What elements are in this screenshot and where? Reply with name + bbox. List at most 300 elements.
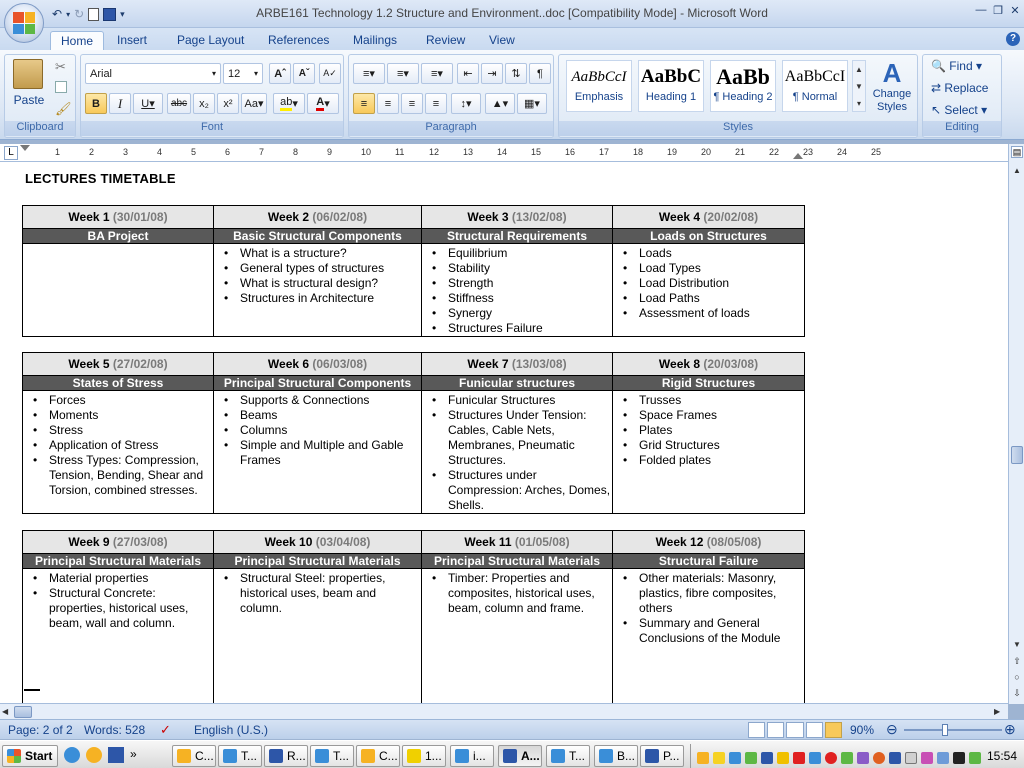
week-header	[214, 353, 422, 376]
taskbar-button-label: C...	[195, 749, 214, 763]
change-styles-label: Change Styles	[872, 88, 912, 113]
underline-button[interactable]: U▾	[133, 93, 163, 114]
list-item: • Load Distribution	[621, 276, 804, 291]
align-center-icon[interactable]: ≡	[377, 93, 399, 114]
highlight-color-button[interactable]: ab ▾	[273, 93, 305, 114]
week-content	[214, 391, 422, 514]
ruler-number: 1	[55, 147, 61, 157]
font-group	[80, 54, 344, 138]
week-date: (20/03/08)	[703, 357, 759, 371]
draft-icon[interactable]	[825, 722, 842, 738]
style-preview: AaBbC	[640, 66, 702, 87]
font-name-select[interactable]: Arial ▾	[85, 63, 221, 84]
office-button[interactable]	[4, 3, 44, 43]
list-item: • What is structural design?	[222, 276, 421, 291]
change-case-button[interactable]: Aa▾	[241, 93, 267, 114]
ruler-number: 22	[769, 147, 780, 157]
vertical-scrollbar[interactable]	[1008, 144, 1024, 704]
replace-button[interactable]	[931, 81, 988, 95]
week-topic: Principal Structural Components	[214, 376, 422, 391]
list-item: • Plates	[621, 423, 804, 438]
week-header	[23, 353, 214, 376]
taskbar-button-label: T...	[241, 749, 258, 763]
list-item: • Forces	[31, 393, 213, 408]
list-item: • Grid Structures	[621, 438, 804, 453]
connection-icon[interactable]	[969, 752, 981, 764]
ruler-number: 24	[837, 147, 848, 157]
select-icon: ↖	[931, 103, 942, 117]
highlighter-icon: ab	[280, 96, 292, 111]
undo-icon[interactable]: ↶	[52, 7, 63, 21]
proofing-icon[interactable]: ✓	[160, 722, 171, 737]
week-content	[214, 244, 422, 337]
taskbar-button-label: A...	[521, 749, 540, 763]
styles-scroll[interactable]: ▲ ▼ ▾	[852, 60, 866, 112]
list-item: • Stress Types: Compression, Tension, Bending, Shear and Torsion, combined stresses.	[31, 453, 213, 498]
list-item: • Loads	[621, 246, 804, 261]
tab-view[interactable]: View	[489, 33, 515, 47]
ruler-number: 2	[89, 147, 95, 157]
list-item: • Funicular Structures	[430, 393, 612, 408]
taskbar-button[interactable]	[546, 745, 590, 767]
select-button[interactable]: ↖ Select ▾	[931, 103, 988, 117]
week-topic: Principal Structural Materials	[214, 554, 422, 569]
week-topic: Basic Structural Components	[214, 229, 422, 244]
messenger-icon[interactable]	[713, 752, 725, 764]
list-item: • Supports & Connections	[222, 393, 421, 408]
web-layout-icon[interactable]	[786, 722, 803, 738]
ruler-number: 25	[871, 147, 882, 157]
taskbar-button[interactable]	[356, 745, 400, 767]
style-heading-2[interactable]	[710, 60, 776, 112]
browser-icon	[455, 749, 469, 763]
superscript-button[interactable]: x²	[217, 93, 239, 114]
change-styles-icon: A	[882, 58, 902, 88]
word-count[interactable]: Words: 528	[84, 723, 146, 737]
list-item: • Load Paths	[621, 291, 804, 306]
view-buttons	[748, 722, 842, 738]
clock[interactable]: 15:54	[987, 749, 1018, 763]
ruler-number: 6	[225, 147, 231, 157]
scroll-right-icon[interactable]: ▶	[994, 707, 1001, 716]
week-topic: States of Stress	[23, 376, 214, 391]
right-indent-marker[interactable]	[793, 153, 803, 159]
week-content	[422, 244, 613, 337]
find-label: Find	[949, 59, 973, 73]
close-icon[interactable]: ✕	[1010, 5, 1020, 17]
week-table	[22, 530, 805, 703]
previous-page-icon[interactable]: ⇧	[1013, 656, 1021, 666]
week-table	[22, 352, 805, 514]
ruler-number: 20	[701, 147, 712, 157]
styles-label: Styles	[559, 121, 917, 136]
week-number: Week 12	[655, 535, 704, 549]
decrease-indent-icon[interactable]: ⇤	[457, 63, 479, 84]
week-topic: Structural Requirements	[422, 229, 613, 244]
tab-mailings[interactable]: Mailings	[353, 33, 398, 47]
taskbar-button-label: T...	[333, 749, 350, 763]
taskbar-button[interactable]	[264, 745, 308, 767]
quick-launch	[64, 747, 137, 763]
taskbar-button[interactable]	[498, 745, 542, 767]
ruler-number: 3	[123, 147, 129, 157]
ruler-number: 23	[803, 147, 814, 157]
week-number: Week 11	[464, 535, 512, 549]
word-icon	[503, 749, 517, 763]
start-label: Start	[25, 749, 53, 763]
tab-page-layout[interactable]: Page Layout	[177, 33, 245, 47]
clipboard-label: Clipboard	[5, 121, 75, 136]
ruler-number: 21	[735, 147, 746, 157]
shield-icon[interactable]	[777, 752, 789, 764]
week-date: (08/05/08)	[706, 535, 762, 549]
list-item: • Folded plates	[621, 453, 804, 468]
list-item: • Structures in Architecture	[222, 291, 421, 306]
ribbon-tabs	[0, 28, 1024, 50]
bullet-list	[422, 244, 612, 336]
start-button[interactable]	[2, 745, 58, 767]
app-tray-icon[interactable]	[953, 752, 965, 764]
bullet-list	[23, 391, 213, 498]
taskbar-button-label: 1...	[425, 749, 442, 763]
taskbar-button[interactable]	[450, 745, 494, 767]
list-item: • Timber: Properties and composites, historical uses, beam, column and frame.	[430, 571, 612, 616]
list-item: • Structural Steel: properties, historical uses, beam and column.	[222, 571, 421, 616]
list-item: • Stiffness	[430, 291, 612, 306]
week-date: (27/03/08)	[112, 535, 168, 549]
firewall-icon[interactable]	[873, 752, 885, 764]
week-date: (01/05/08)	[514, 535, 570, 549]
week-content	[422, 569, 613, 704]
list-item: • Other materials: Masonry, plastics, fibre composites, others	[621, 571, 804, 616]
list-item: • Structures under Compression: Arches, Domes, Shells.	[430, 468, 612, 513]
minimize-icon[interactable]: —	[975, 4, 987, 16]
bluetooth-icon[interactable]	[761, 752, 773, 764]
chrome-icon[interactable]	[86, 747, 102, 763]
taskbar-button-label: P...	[663, 749, 680, 763]
java-icon[interactable]	[729, 752, 741, 764]
ruler-number: 16	[565, 147, 576, 157]
taskbar-button-label: R...	[287, 749, 306, 763]
outline-icon[interactable]	[806, 722, 823, 738]
alert-icon[interactable]	[825, 752, 837, 764]
show-hide-icon[interactable]: ¶	[529, 63, 551, 84]
ruler-number: 13	[463, 147, 474, 157]
tab-insert[interactable]: Insert	[117, 33, 148, 47]
ruler-number: 15	[531, 147, 542, 157]
list-item: • General types of structures	[222, 261, 421, 276]
week-date: (20/02/08)	[703, 210, 759, 224]
more-launch-icon[interactable]: »	[130, 747, 137, 761]
style-name: Emphasis	[574, 91, 624, 103]
scroll-left-icon[interactable]: ◀	[2, 707, 9, 716]
shading-button[interactable]: ▲▾	[485, 93, 515, 114]
find-button[interactable]: 🔍 Find ▾	[931, 59, 982, 73]
list-item: • Assessment of loads	[621, 306, 804, 321]
increase-indent-icon[interactable]: ⇥	[481, 63, 503, 84]
help-icon[interactable]: ?	[1006, 32, 1020, 46]
week-content	[613, 244, 805, 337]
replace-icon: ⇄	[931, 81, 942, 95]
list-item: • Strength	[430, 276, 612, 291]
list-item: • Trusses	[621, 393, 804, 408]
italic-button[interactable]: I	[109, 93, 131, 114]
taskbar-button-label: i...	[473, 749, 486, 763]
ruler-number: 7	[259, 147, 265, 157]
week-date: (13/02/08)	[511, 210, 567, 224]
cut-icon[interactable]: ✂	[55, 59, 66, 74]
week-number: Week 9	[68, 535, 110, 549]
week-content	[613, 391, 805, 514]
taskbar-button[interactable]	[310, 745, 354, 767]
taskbar-button[interactable]	[218, 745, 262, 767]
page-indicator[interactable]: Page: 2 of 2	[8, 723, 73, 737]
list-item: • Application of Stress	[31, 438, 213, 453]
sort-icon[interactable]: ⇅	[505, 63, 527, 84]
subscript-button[interactable]: x₂	[193, 93, 215, 114]
list-item: • Synergy	[430, 306, 612, 321]
borders-button[interactable]: ▦▾	[517, 93, 547, 114]
week-topic: Loads on Structures	[613, 229, 805, 244]
font-label: Font	[81, 121, 343, 136]
font-size-select[interactable]: 12 ▾	[223, 63, 263, 84]
style-heading-1[interactable]	[638, 60, 704, 112]
zoom-in-icon[interactable]: ⊕	[1004, 721, 1016, 737]
mail-icon[interactable]	[697, 752, 709, 764]
bullet-list	[214, 244, 421, 306]
zoom-out-icon[interactable]: ⊖	[886, 721, 898, 737]
bullet-list	[613, 244, 804, 321]
taskbar-button-label: B...	[617, 749, 636, 763]
justify-icon[interactable]: ≡	[425, 93, 447, 114]
bullet-list	[422, 391, 612, 513]
style-preview: AaBbCcI	[784, 68, 846, 85]
strikethrough-button[interactable]: abc	[167, 93, 191, 114]
format-painter-icon[interactable]: 🖌	[55, 101, 72, 116]
sync-icon[interactable]	[841, 752, 853, 764]
replace-label: Replace	[944, 81, 989, 95]
ruler-number: 11	[395, 147, 405, 157]
display-icon[interactable]	[921, 752, 933, 764]
next-page-icon[interactable]: ⇩	[1013, 688, 1021, 698]
restore-icon[interactable]: ❐	[993, 5, 1003, 17]
week-date: (30/01/08)	[112, 210, 168, 224]
bullet-list	[214, 569, 421, 616]
list-item: • Structures Failure	[430, 321, 612, 336]
week-header	[23, 206, 214, 229]
taskbar-button-label: T...	[569, 749, 586, 763]
ruler-number: 14	[497, 147, 508, 157]
style-preview: AaBbCcI	[571, 69, 627, 85]
chrome-icon	[361, 749, 375, 763]
zoom-slider-thumb[interactable]	[942, 724, 948, 736]
horizontal-scroll-thumb[interactable]	[14, 706, 32, 718]
list-item: • Load Types	[621, 261, 804, 276]
align-left-icon[interactable]: ≡	[353, 93, 375, 114]
style-name: ¶ Normal	[792, 91, 838, 103]
week-content	[23, 391, 214, 514]
week-topic: Rigid Structures	[613, 376, 805, 391]
bullet-list	[422, 569, 612, 616]
week-content	[214, 569, 422, 704]
copy-icon[interactable]	[55, 81, 67, 93]
language-indicator[interactable]: English (U.S.)	[194, 723, 269, 737]
taskbar-button[interactable]	[594, 745, 638, 767]
list-item: • Moments	[31, 408, 213, 423]
week-date: (06/02/08)	[312, 210, 368, 224]
line-spacing-button[interactable]: ↕▾	[451, 93, 481, 114]
week-topic: Principal Structural Materials	[422, 554, 613, 569]
multilevel-list-button[interactable]: ≡▾	[421, 63, 453, 84]
bullet-list	[23, 569, 213, 631]
full-screen-reading-icon[interactable]	[767, 722, 784, 738]
volume-icon[interactable]	[937, 752, 949, 764]
list-item: • Columns	[222, 423, 421, 438]
tab-review[interactable]: Review	[426, 33, 466, 47]
taskbar-button[interactable]	[640, 745, 684, 767]
week-number: Week 3	[467, 210, 509, 224]
printer-icon[interactable]	[905, 752, 917, 764]
document-page[interactable]	[0, 162, 1008, 703]
shrink-font-icon[interactable]: Aˇ	[293, 63, 315, 84]
horizontal-scrollbar[interactable]	[0, 703, 1008, 719]
taskbar-button[interactable]	[402, 745, 446, 767]
word-icon[interactable]	[108, 747, 124, 763]
list-item: • Equilibrium	[430, 246, 612, 261]
horizontal-ruler[interactable]	[0, 144, 1008, 162]
ruler-number: 9	[327, 147, 333, 157]
list-item: • Space Frames	[621, 408, 804, 423]
browse-object-icon[interactable]: ○	[1014, 672, 1020, 682]
week-number: Week 8	[658, 357, 701, 371]
find-icon: 🔍	[931, 59, 946, 73]
ruler-number: 4	[157, 147, 163, 157]
week-header	[422, 531, 613, 554]
align-right-icon[interactable]: ≡	[401, 93, 423, 114]
week-header	[214, 531, 422, 554]
week-header	[422, 206, 613, 229]
list-item: • Simple and Multiple and Gable Frames	[222, 438, 421, 468]
browser-icon	[315, 749, 329, 763]
folder-icon	[177, 749, 191, 763]
numbering-button[interactable]: ≡▾	[387, 63, 419, 84]
update-icon[interactable]	[809, 752, 821, 764]
week-table	[22, 205, 805, 337]
style-normal[interactable]	[782, 60, 848, 112]
zoom-level[interactable]: 90%	[850, 723, 875, 737]
system-tray	[690, 744, 1024, 768]
tab-home[interactable]: Home	[50, 31, 104, 50]
scroll-up-icon[interactable]: ▲	[1013, 166, 1021, 175]
week-topic: Funicular structures	[422, 376, 613, 391]
week-content	[422, 391, 613, 514]
week-number: Week 6	[267, 357, 310, 371]
week-topic: Structural Failure	[613, 554, 805, 569]
redo-icon[interactable]: ↻	[74, 7, 85, 21]
power-icon[interactable]	[889, 752, 901, 764]
document-heading: LECTURES TIMETABLE	[25, 171, 176, 186]
bullet-list	[613, 391, 804, 468]
ruler-toggle-icon[interactable]: ▤	[1012, 147, 1022, 157]
week-header	[23, 531, 214, 554]
ruler-number: 19	[667, 147, 678, 157]
week-header	[214, 206, 422, 229]
undo-dropdown-icon[interactable]: ▾	[66, 9, 71, 19]
change-styles-button[interactable]	[870, 58, 914, 120]
list-item: • What is a structure?	[222, 246, 421, 261]
week-date: (06/03/08)	[312, 357, 368, 371]
first-line-indent-marker[interactable]	[20, 145, 30, 151]
tab-selector-icon[interactable]: L	[4, 146, 18, 160]
week-content	[23, 244, 214, 337]
paste-icon[interactable]	[13, 59, 43, 89]
week-date: (27/02/08)	[112, 357, 168, 371]
style-name: ¶ Heading 2	[713, 91, 773, 103]
list-item: • Structures Under Tension: Cables, Cable Nets, Membranes, Pneumatic Structures.	[430, 408, 612, 468]
editing-label: Editing	[923, 121, 1001, 136]
print-layout-icon[interactable]	[748, 722, 765, 738]
paragraph-label: Paragraph	[349, 121, 553, 136]
editing-group	[922, 54, 1002, 138]
ie-icon[interactable]	[64, 747, 80, 763]
week-content	[613, 569, 805, 704]
office-logo-icon	[13, 12, 35, 34]
window-title: ARBE161 Technology 1.2 Structure and Environment..doc [Compatibility Mode] - Microsoft Word	[256, 6, 768, 20]
week-number: Week 4	[658, 210, 701, 224]
paint-icon	[407, 749, 421, 763]
week-topic: Principal Structural Materials	[23, 554, 214, 569]
week-content	[23, 569, 214, 704]
taskbar-button[interactable]	[172, 745, 216, 767]
vertical-scroll-thumb[interactable]	[1011, 446, 1023, 464]
antivirus-icon[interactable]	[793, 752, 805, 764]
style-emphasis[interactable]	[566, 60, 632, 112]
word-icon	[645, 749, 659, 763]
bullets-button[interactable]: ≡▾	[353, 63, 385, 84]
bold-button[interactable]: B	[85, 93, 107, 114]
paste-button[interactable]: Paste	[13, 93, 45, 107]
tab-references[interactable]: References	[268, 33, 330, 47]
media-icon[interactable]	[857, 752, 869, 764]
week-header	[613, 206, 805, 229]
list-item: • Beams	[222, 408, 421, 423]
week-date: (03/04/08)	[315, 535, 371, 549]
scroll-down-icon[interactable]: ▼	[1013, 640, 1021, 649]
zoom-slider-track[interactable]	[904, 729, 1002, 731]
customize-toolbar-icon[interactable]: ▾	[120, 8, 125, 19]
style-preview: AaBb	[716, 64, 770, 89]
font-size-value: 12	[228, 67, 241, 80]
word-icon	[269, 749, 283, 763]
week-number: Week 10	[264, 535, 313, 549]
list-item: • Material properties	[31, 571, 213, 586]
network-icon[interactable]	[745, 752, 757, 764]
font-color-button[interactable]: A ▾	[307, 93, 339, 114]
ruler-scale	[24, 147, 880, 159]
week-topic: BA Project	[23, 229, 214, 244]
font-color-icon: A	[316, 96, 324, 111]
browser-icon	[223, 749, 237, 763]
list-item: • Stress	[31, 423, 213, 438]
week-date: (13/03/08)	[511, 357, 567, 371]
style-name: Heading 1	[645, 91, 697, 103]
grow-font-icon[interactable]: Aˆ	[269, 63, 291, 84]
list-item: • Summary and General Conclusions of the Module	[621, 616, 804, 646]
browser-icon	[551, 749, 565, 763]
clear-formatting-icon[interactable]: A✓	[319, 63, 341, 84]
ruler-number: 5	[191, 147, 197, 157]
browser-icon	[599, 749, 613, 763]
